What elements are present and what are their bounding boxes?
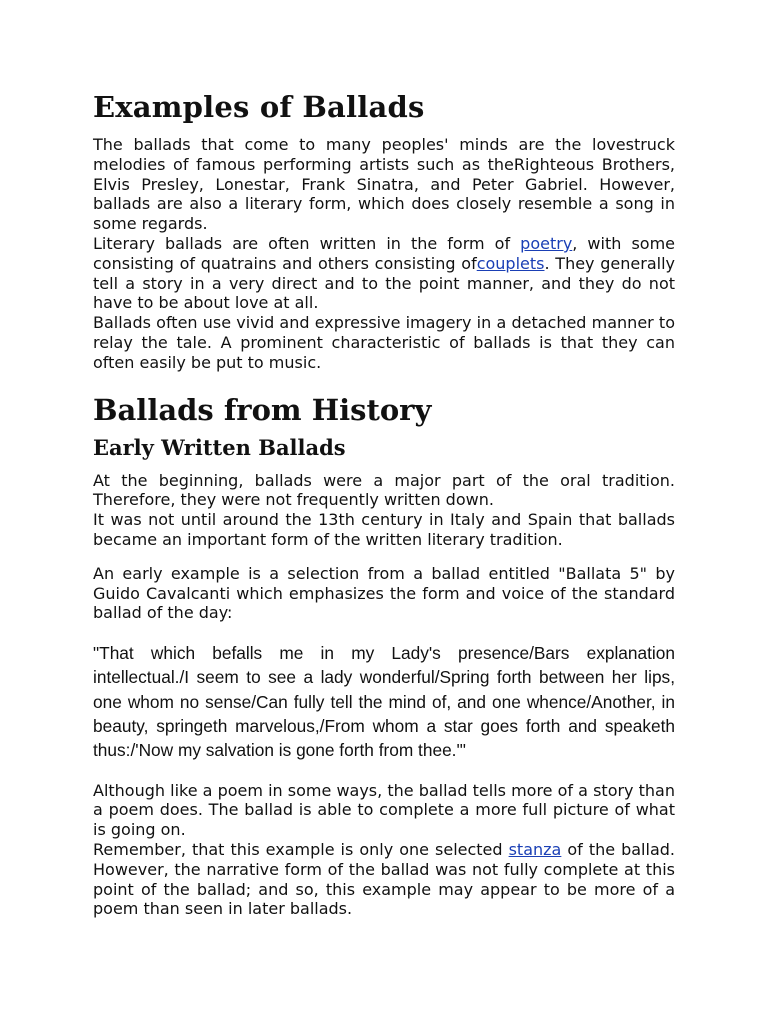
poetry-link[interactable]: poetry [520,233,573,253]
intro-paragraph-2 [93,234,675,313]
intro-paragraph-3: Ballads often use vivid and expressive imagery in a detached manner to relay the tale. A prominent characteristic of ballads is that they can often easily be put to music. [93,313,675,372]
intro-paragraph-2-text-a: Literary ballads are often written in the form of [93,233,521,253]
intro-paragraph-2-text-b: , with some consisting of quatrains and others consisting of [93,233,676,273]
intro-paragraph-2-text-c: . They generally tell a story in a very direct and to the point manner, and they do not have to be about love at all. [93,253,675,313]
couplets-link[interactable]: couplets [476,253,545,273]
history-paragraph-5 [93,840,675,919]
document-page [93,88,675,919]
history-paragraph-5-text-a: Remember, that this example is only one selected [93,840,509,860]
history-paragraph-2: It was not until around the 13th century in Italy and Spain that ballads became an important form of the written literary tradition. [93,510,675,549]
page-title: Examples of Ballads [93,90,425,124]
section-heading-history: Ballads from History [93,392,432,427]
history-paragraph-3: An early example is a selection from a ballad entitled "Ballata 5" by Guido Cavalcanti which emphasizes the form and voice of the standard ballad of the day: [93,563,675,623]
history-paragraph-4: Although like a poem in some ways, the ballad tells more of a story than a poem does. The ballad is able to complete a more full picture of what is going on. [93,780,675,840]
stanza-link[interactable]: stanza [508,840,562,860]
history-paragraph-1: At the beginning, ballads were a major part of the oral tradition. Therefore, they were not frequently written down. [93,470,675,510]
ballad-quote: "That which befalls me in my Lady's presence/Bars explanation intellectual./I seem to see a lady wonderful/Spring forth between her lips, one whom no sense/Can fully tell the mind of, and one whence/Another, in beauty, springeth marvelous,/From whom a star goes forth and speaketh thus:/'Now my salvation is gone forth from thee.'" [93,643,675,761]
history-paragraph-5-text-b: of the ballad. However, the narrative form of the ballad was not fully complete at this point of the ballad; and so, this example may appear to be more of a poem than seen in later ballads. [93,840,675,919]
intro-paragraph-1: The ballads that come to many peoples' minds are the lovestruck melodies of famous performing artists such as theRighteous Brothers, Elvis Presley, Lonestar, Frank Sinatra, and Peter Gabriel. However, ballads are also a literary form, which does closely resemble a song in some regards. [93,135,675,234]
subheading-early-written-ballads: Early Written Ballads [93,434,346,460]
